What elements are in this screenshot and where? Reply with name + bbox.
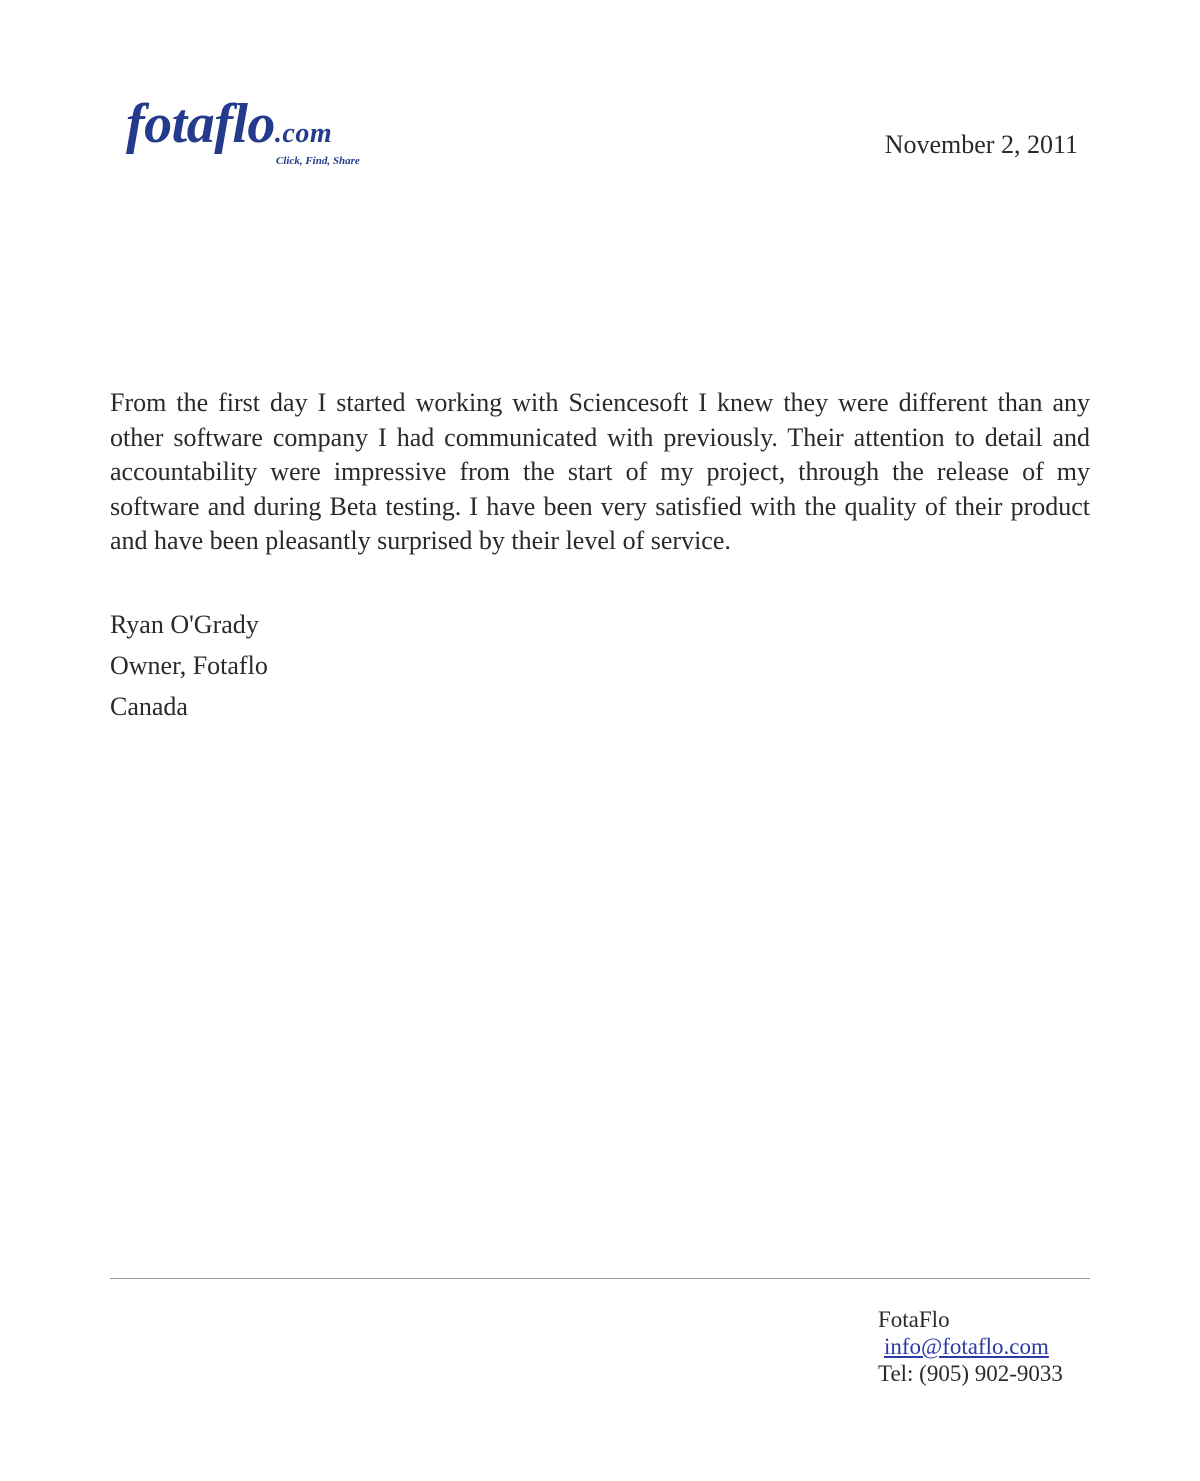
footer-phone: Tel: (905) 902-9033 <box>878 1361 1063 1386</box>
footer-company: FotaFlo <box>878 1307 950 1332</box>
footer-contact <box>878 1306 1063 1387</box>
logo-word: fotaflo <box>126 93 275 155</box>
logo-tagline: Click, Find, Share <box>276 155 360 167</box>
signer-name: Ryan O'Grady <box>110 610 259 639</box>
letter-date: November 2, 2011 <box>884 130 1078 159</box>
signature-block <box>110 604 268 727</box>
footer-email-link[interactable]: info@fotaflo.com <box>884 1334 1049 1359</box>
fotaflo-logo <box>126 93 396 176</box>
logo-wordmark <box>126 93 333 155</box>
footer-divider <box>110 1278 1090 1279</box>
letter-body: From the first day I started working with Sciencesoft I knew they were different than any other software company I had communicated with previously. Their attention to detail and accountability were impressive from the start of my project, through the release of my software and during Beta testing. I have been very satisfied with the quality of their product and have been pleasantly surprised by their level of service. <box>110 388 1090 555</box>
logo-dotcom: .com <box>274 118 333 149</box>
signer-country: Canada <box>110 692 188 721</box>
signer-title: Owner, Fotaflo <box>110 651 268 680</box>
